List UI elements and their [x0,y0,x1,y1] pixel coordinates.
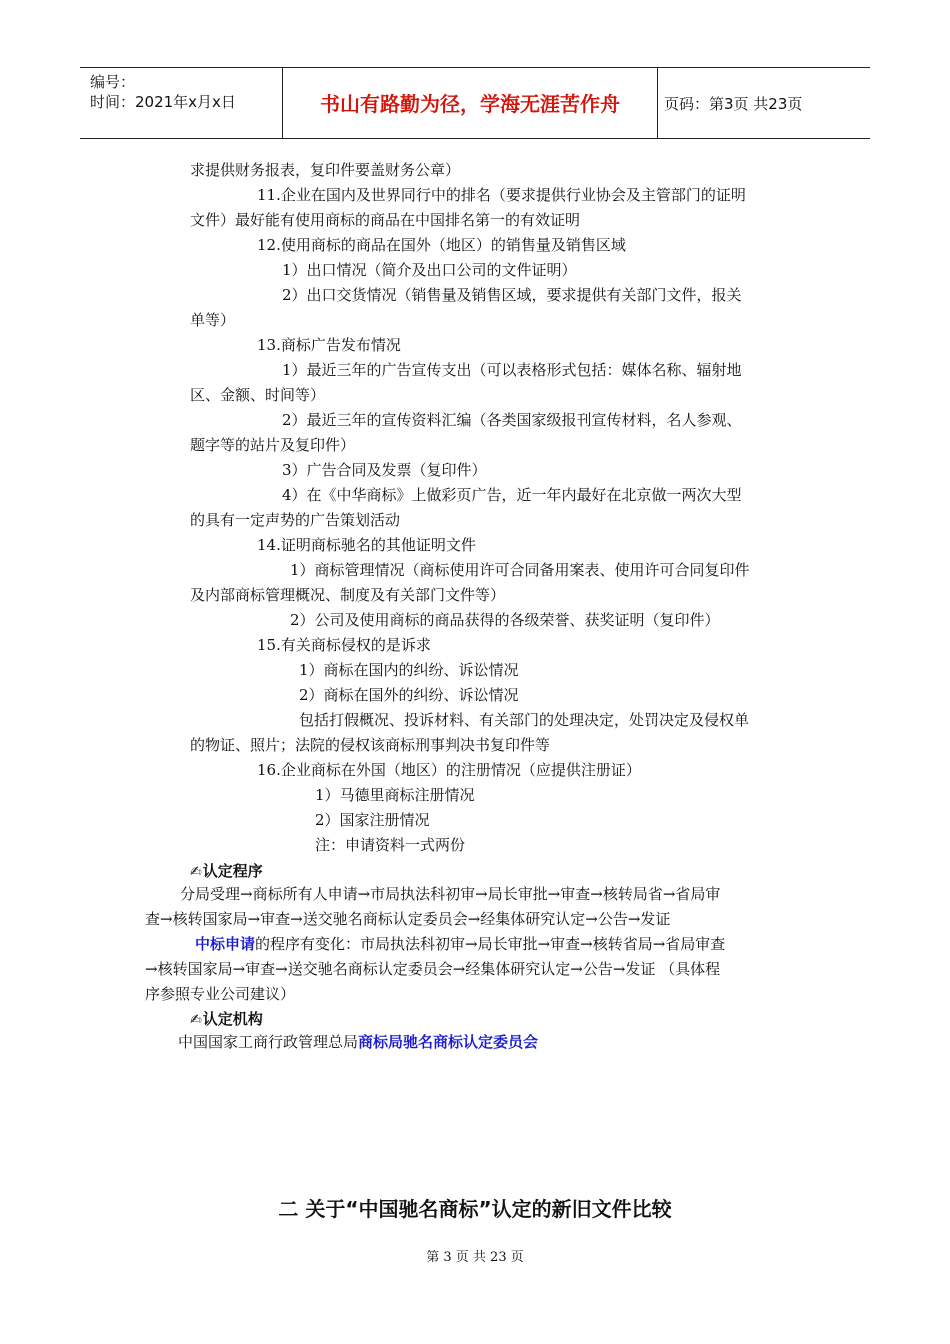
header-page-cell [658,68,870,138]
agency-heading: ✍认定机构 [190,1010,263,1028]
header-motto-cell [283,68,658,138]
header-info-cell [80,68,283,138]
motto-text: 书山有路勤为径，学海无涯苦作舟 [320,92,620,116]
body-line: 2）国家注册情况 [315,811,430,829]
agency-line: 中国国家工商行政管理总局商标局驰名商标认定委员会 [178,1033,539,1051]
page-header [80,67,870,139]
body-line: 12.使用商标的商品在国外（地区）的销售量及销售区域 [257,236,626,254]
procedure-line: 序参照专业公司建议） [145,985,296,1003]
body-line: 11.企业在国内及世界同行中的排名（要求提供行业协会及主管部门的证明 [257,186,746,204]
procedure-change-highlight: 中标申请 [195,935,256,953]
body-line: 区、金额、时间等） [190,386,326,404]
body-line: 的物证、照片；法院的侵权该商标刑事判决书复印件等 [190,736,551,754]
body-line: 题字等的站片及复印件） [190,436,356,454]
agency-highlight: 商标局驰名商标认定委员会 [358,1033,539,1051]
body-line: 14.证明商标驰名的其他证明文件 [257,536,476,554]
document-number-label: 编号： [90,73,136,91]
body-line: 求提供财务报表，复印件要盖财务公章） [190,161,461,179]
procedure-line: →核转国家局→审查→送交驰名商标认定委员会→经集体研究认定→公告→发证 （具体程 [145,960,721,978]
page-info: 页码：第3页 共23页 [664,95,803,113]
procedure-change-line: 中标申请的程序有变化：市局执法科初审→局长审批→审查→核转省局→省局审查 [195,935,726,953]
body-line: 单等） [190,311,236,329]
procedure-line: 查→核转国家局→审查→送交驰名商标认定委员会→经集体研究认定→公告→发证 [145,910,671,928]
body-line: 的具有一定声势的广告策划活动 [190,511,401,529]
body-line: 注：申请资料一式两份 [315,836,466,854]
body-line: 13.商标广告发布情况 [257,336,401,354]
body-line: 2）出口交货情况（销售量及销售区域，要求提供有关部门文件，报关 [282,286,742,304]
body-line: 16.企业商标在外国（地区）的注册情况（应提供注册证） [257,761,641,779]
body-line: 1）商标在国内的纠纷、诉讼情况 [299,661,519,679]
document-time-label: 时间：2021年x月x日 [90,93,236,111]
body-line: 1）商标管理情况（商标使用许可合同备用案表、使用许可合同复印件 [290,561,750,579]
writing-hand-icon: ✍ [190,864,202,880]
section-title: 二 关于“中国驰名商标”认定的新旧文件比较 [278,1197,672,1221]
procedure-heading: ✍认定程序 [190,862,263,880]
body-line: 1）最近三年的广告宣传支出（可以表格形式包括：媒体名称、辐射地 [282,361,742,379]
writing-hand-icon: ✍ [190,1012,202,1028]
body-line: 2）公司及使用商标的商品获得的各级荣誉、获奖证明（复印件） [290,611,720,629]
body-line: 4）在《中华商标》上做彩页广告，近一年内最好在北京做一两次大型 [282,486,742,504]
page-footer: 第 3 页 共 23 页 [426,1250,524,1265]
body-line: 包括打假概况、投诉材料、有关部门的处理决定，处罚决定及侵权单 [299,711,750,729]
body-line: 15.有关商标侵权的是诉求 [257,636,431,654]
body-line: 3）广告合同及发票（复印件） [282,461,487,479]
body-line: 2）最近三年的宣传资料汇编（各类国家级报刊宣传材料，名人参观、 [282,411,742,429]
procedure-line: 分局受理→商标所有人申请→市局执法科初审→局长审批→审查→核转局省→省局审 [180,885,721,903]
body-line: 1）出口情况（简介及出口公司的文件证明） [282,261,577,279]
body-line: 2）商标在国外的纠纷、诉讼情况 [299,686,519,704]
body-line: 文件）最好能有使用商标的商品在中国排名第一的有效证明 [190,211,581,229]
body-line: 及内部商标管理概况、制度及有关部门文件等） [190,586,506,604]
body-line: 1）马德里商标注册情况 [315,786,475,804]
